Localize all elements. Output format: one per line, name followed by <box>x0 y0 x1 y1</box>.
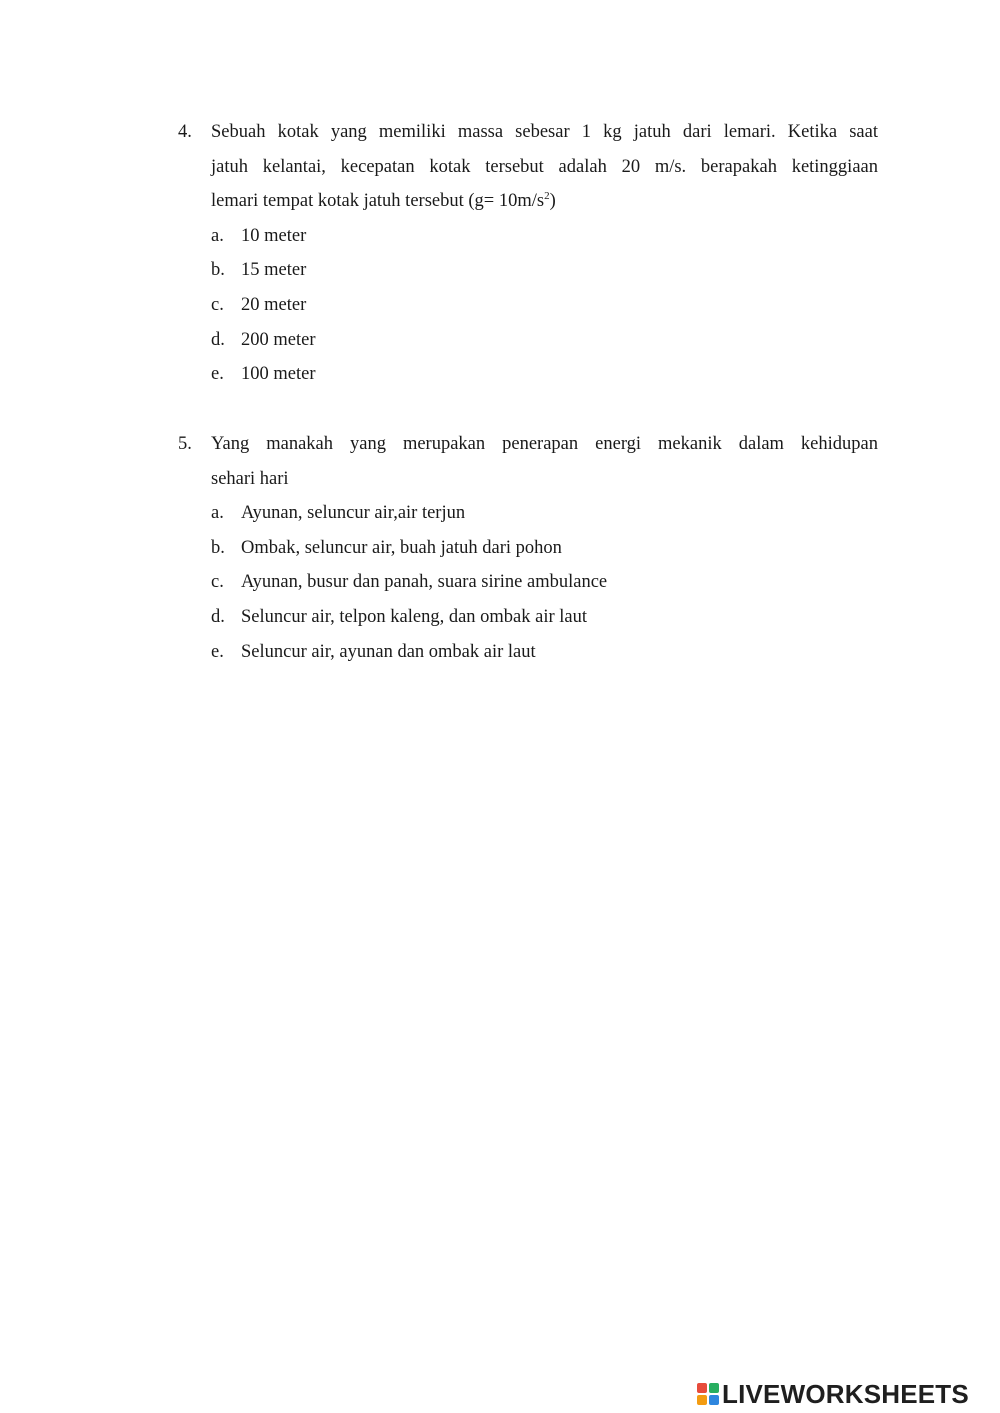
question-line: sehari hari <box>211 468 289 489</box>
question-5 <box>178 427 878 669</box>
option-text: Seluncur air, ayunan dan ombak air laut <box>241 641 536 662</box>
answer-option-c[interactable] <box>211 565 878 600</box>
liveworksheets-watermark <box>697 1380 969 1408</box>
option-letter: c. <box>211 294 224 315</box>
answer-options <box>211 219 878 392</box>
option-text: Ayunan, busur dan panah, suara sirine ambulance <box>241 572 608 593</box>
option-letter: a. <box>211 225 224 246</box>
answer-option-b[interactable] <box>211 253 878 288</box>
option-text: Seluncur air, telpon kaleng, dan ombak air laut <box>241 607 588 628</box>
question-line-text: ) <box>549 191 556 211</box>
logo-square <box>697 1395 707 1405</box>
question-line-text: lemari tempat kotak jatuh tersebut (g= 10m/s <box>211 191 545 211</box>
superscript: 2 <box>544 190 550 202</box>
answer-options <box>211 496 878 669</box>
question-text <box>211 427 878 496</box>
question-text <box>211 115 878 219</box>
answer-option-d[interactable] <box>211 600 878 635</box>
logo-square <box>709 1395 719 1405</box>
question-line <box>211 184 878 219</box>
question-4 <box>178 115 878 392</box>
liveworksheets-logo-icon <box>697 1383 719 1405</box>
option-text: 200 meter <box>241 329 316 350</box>
option-letter: b. <box>211 260 225 281</box>
option-text: 100 meter <box>241 364 316 385</box>
option-text: 20 meter <box>241 294 307 315</box>
option-letter: b. <box>211 537 225 558</box>
answer-option-e[interactable] <box>211 357 878 392</box>
question-number: 4. <box>178 122 192 142</box>
option-letter: d. <box>211 607 225 628</box>
question-number: 5. <box>178 434 192 454</box>
option-letter: c. <box>211 572 224 593</box>
option-letter: e. <box>211 641 224 662</box>
answer-option-e[interactable] <box>211 635 878 670</box>
answer-option-a[interactable] <box>211 496 878 531</box>
question-line: Sebuah kotak yang memiliki massa sebesar 1 kg jatuh dari lemari. Ketika saat <box>211 122 878 142</box>
question-line: jatuh kelantai, kecepatan kotak tersebut adalah 20 m/s. berapakah ketinggiaan <box>211 156 878 177</box>
option-text: Ombak, seluncur air, buah jatuh dari pohon <box>241 537 562 558</box>
logo-square <box>709 1383 719 1393</box>
option-text: Ayunan, seluncur air,air terjun <box>241 503 466 523</box>
answer-option-b[interactable] <box>211 531 878 566</box>
option-letter: d. <box>211 329 225 350</box>
answer-option-d[interactable] <box>211 323 878 358</box>
logo-square <box>697 1383 707 1393</box>
option-letter: e. <box>211 364 224 385</box>
answer-option-c[interactable] <box>211 288 878 323</box>
option-text: 15 meter <box>241 260 307 281</box>
answer-option-a[interactable] <box>211 219 878 254</box>
watermark-text: LIVEWORKSHEETS <box>722 1378 969 1409</box>
option-letter: a. <box>211 503 224 523</box>
option-text: 10 meter <box>241 225 307 246</box>
question-line: Yang manakah yang merupakan penerapan energi mekanik dalam kehidupan <box>211 434 878 454</box>
